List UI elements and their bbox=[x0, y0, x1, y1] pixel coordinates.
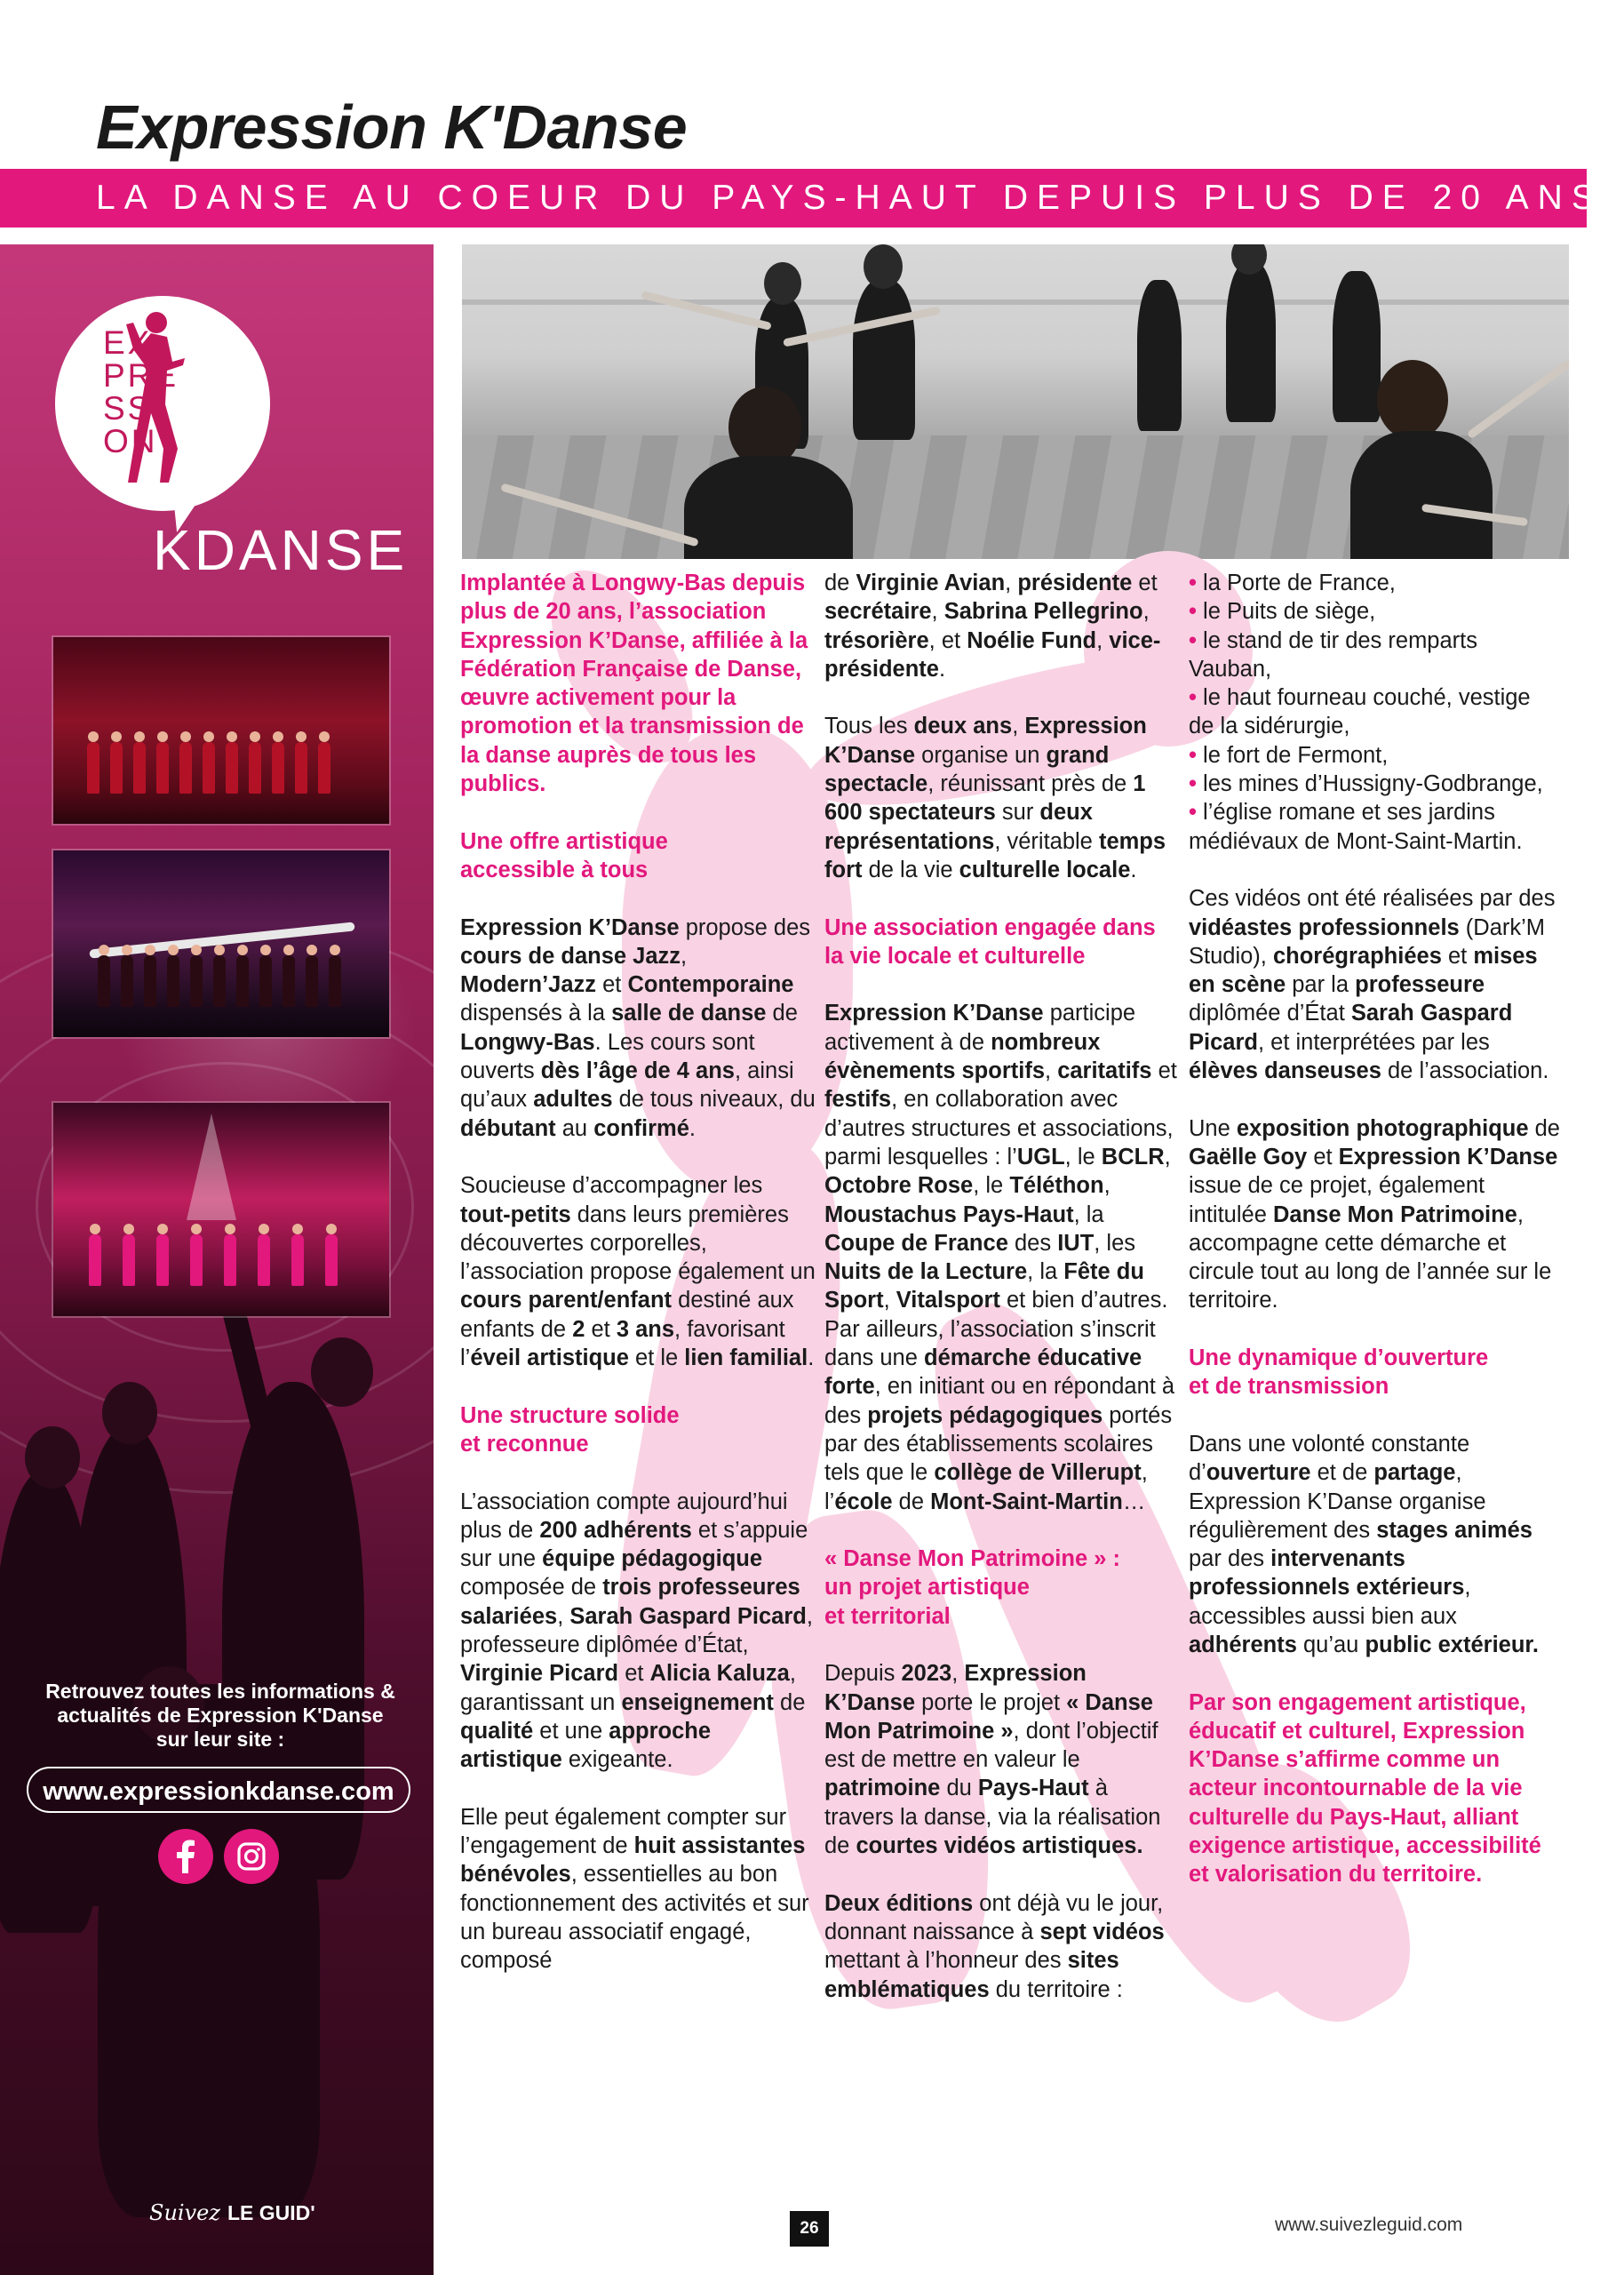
banner-subtitle: LA DANSE AU COEUR DU PAYS-HAUT DEPUIS PLUS DE 20 ANS bbox=[96, 179, 1604, 217]
article-paragraph: Ces vidéos ont été réalisées par des vidéastes professionnels (Dark’M Studio), chorégraphiées et mises en scène par la professeure diplômée d’État Sarah Gaspard Picard, et interprétées par les élèves danseuses de l’association. bbox=[1189, 886, 1556, 1084]
conclusion-paragraph: Par son engagement artistique, éducatif et culturel, Expression K’Danse s’affirme comme un acteur incontournable de la vie culturelle du Pays-Haut, alliant exigence artistique, accessibilité et valorisation du territoire. bbox=[1189, 1689, 1541, 1888]
guid-script: Suivez bbox=[149, 2200, 220, 2225]
dance-class-photo bbox=[462, 244, 1569, 559]
le-guid-logo bbox=[149, 2200, 315, 2225]
article-paragraph: Une exposition photographique de Gaëlle Goy et Expression K’Danse issue de ce projet, également intitulée Danse Mon Patrimoine, accompagne cette démarche et circule tout au long de l’année sur le territoire. bbox=[1189, 1115, 1560, 1313]
logo-letters-line: EX bbox=[103, 324, 153, 361]
dancer-head bbox=[311, 1337, 373, 1407]
article-column-3 bbox=[1189, 569, 1562, 1889]
article-paragraph: L’association compte aujourd’hui plus de 200 adhérents et s’appuie sur une équipe pédagogique composée de trois professeures salariées, Sarah Gaspard Picard, professeure diplômée d’État, Virginie Picard et Alicia Kaluza, garantissant un enseignement de qualité et une approche artistique exigeante. bbox=[460, 1489, 813, 1773]
logo-wordmark bbox=[103, 326, 210, 458]
logo-letters-line: SSI bbox=[103, 390, 164, 427]
article-paragraph: Depuis 2023, Expression K’Danse porte le projet « Danse Mon Patrimoine », dont l’objectif est de mettre en valeur le patrimoine du Pays-Haut à travers la danse, via la réalisation de courtes vidéos artistiques. bbox=[824, 1661, 1161, 1859]
article-paragraph: Elle peut également compter sur l’engagement de huit assistantes bénévoles, essentielles au bon fonctionnement des activités et sur un bureau associatif engagé, composé bbox=[460, 1804, 809, 1974]
section-heading: Une dynamique d’ouverture et de transmission bbox=[1189, 1345, 1489, 1400]
ballet-barre bbox=[462, 299, 1569, 305]
header-banner bbox=[0, 169, 1604, 228]
page-number: 26 bbox=[790, 2211, 829, 2247]
stage-photo bbox=[53, 850, 389, 1037]
article-paragraph: Expression K’Danse participe activement à de nombreux évènements sportifs, caritatifs et festifs, en collaboration avec d’autres structures et associations, parmi lesquelles : l’UGL, le BCLR, Octobre Rose, le Téléthon, Moustachus Pays-Haut, la Coupe de France des IUT, les Nuits de la Lecture, la Fête du Sport, Vitalsport et bien d’autres. Par ailleurs, l’association s’inscrit dans une démarche éducative forte, en initiant ou en répondant à des projets pédagogiques portés par des établissements scolaires tels que le collège de Villerupt, l’école de Mont-Saint-Martin… bbox=[824, 1001, 1177, 1514]
section-heading: Une structure solide et reconnue bbox=[460, 1402, 680, 1457]
dancer-silhouette bbox=[98, 1684, 320, 2217]
article-column-2 bbox=[824, 569, 1180, 2004]
footer-url[interactable]: www.suivezleguid.com bbox=[1275, 2215, 1463, 2235]
section-heading: Une offre artistique accessible à tous bbox=[460, 828, 668, 882]
article-paragraph: de Virginie Avian, présidente et secrétaire, Sabrina Pellegrino, trésorière, et Noélie Fund, vice-présidente. bbox=[824, 571, 1161, 682]
dancer-head bbox=[25, 1426, 80, 1489]
guid-name: LE GUID' bbox=[227, 2201, 315, 2224]
intro-paragraph: Implantée à Longwy-Bas depuis plus de 20 ans, l’association Expression K’Danse, affiliée à la Fédération Française de Danse, œuvre activement pour la promotion et la transmission de la danse auprès de tous les publics. bbox=[460, 571, 808, 797]
sidebar-info-text: Retrouvez toutes les informations & actualités de Expression K'Danse sur leur site : bbox=[45, 1680, 395, 1751]
article-column-1 bbox=[460, 569, 816, 1976]
section-heading: « Danse Mon Patrimoine » : un projet artistique et territorial bbox=[824, 1546, 1120, 1629]
article-paragraph: Expression K’Danse propose des cours de danse Jazz, Modern’Jazz et Contemporaine dispensés à la salle de danse de Longwy-Bas. Les cours sont ouverts dès l’âge de 4 ans, ainsi qu’aux adultes de tous niveaux, du débutant au confirmé. bbox=[460, 914, 816, 1141]
logo-letters-line: PRE bbox=[103, 357, 179, 394]
dancer-head bbox=[102, 1382, 157, 1444]
website-link[interactable]: www.expressionkdanse.com bbox=[27, 1767, 410, 1813]
sidebar bbox=[0, 244, 434, 2275]
stage-photo bbox=[53, 637, 389, 824]
article-paragraph: Soucieuse d’accompagner les tout-petits dans leurs premières découvertes corporelles, l’association propose également un cours parent/enfant destiné aux enfants de 2 et 3 ans, favorisant l’éveil artistique et le lien familial. bbox=[460, 1173, 816, 1371]
stage-photo bbox=[53, 1103, 389, 1316]
article-paragraph: Deux éditions ont déjà vu le jour, donnant naissance à sept vidéos mettant à l’honneur des sites emblématiques du territoire : bbox=[824, 1890, 1165, 2002]
sites-list: • la Porte de France, • le Puits de siège, • le stand de tir des remparts Vauban, • le haut fourneau couché, vestige de la sidérurgie, • le fort de Fermont, • les mines d’Hussigny-Godbrange, • l’église romane et ses jardins médiévaux de Mont-Saint-Martin. bbox=[1189, 571, 1543, 854]
logo-letters-line: ON bbox=[103, 423, 158, 459]
instagram-icon[interactable] bbox=[224, 1829, 279, 1884]
article-paragraph: Tous les deux ans, Expression K’Danse organise un grand spectacle, réunissant près de 1 600 spectateurs sur deux représentations, véritable temps fort de la vie culturelle locale. bbox=[824, 714, 1166, 882]
section-heading: Une association engagée dans la vie locale et culturelle bbox=[824, 914, 1156, 969]
facebook-icon[interactable] bbox=[158, 1829, 213, 1884]
article-paragraph: Dans une volonté constante d’ouverture et de partage, Expression K’Danse organise régulièrement des stages animés par des intervenants professionnels extérieurs, accessibles aussi bien aux adhérents qu’au public extérieur. bbox=[1189, 1431, 1540, 1657]
logo-kdanse: KDANSE bbox=[153, 518, 409, 582]
page-title: Expression K'Danse bbox=[96, 92, 688, 162]
